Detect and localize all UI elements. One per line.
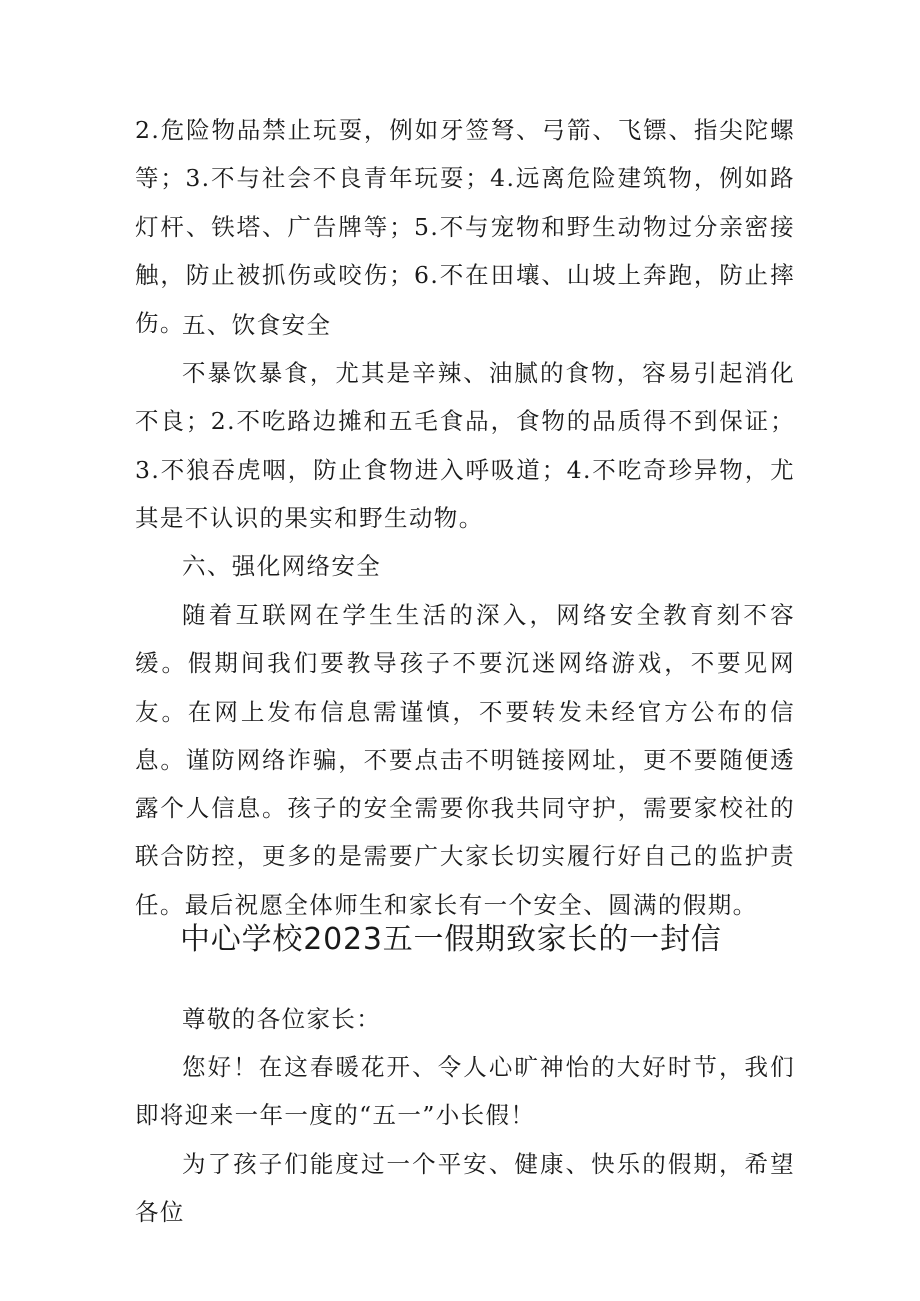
heading-network-safety: 六、强化网络安全 xyxy=(182,552,382,580)
paragraph-hope: 为了孩子们能度过一个平安、健康、快乐的假期，希望各位 xyxy=(135,1150,795,1227)
letter-salutation: 尊敬的各位家长： xyxy=(182,1005,382,1033)
paragraph-network-safety: 随着互联网在学生生活的深入，网络安全教育刻不容缓。假期间我们要教导孩子不要沉迷网络游戏，不要见网友。在网上发布信息需谨慎，不要转发未经官方公布的信息。谨防网络诈骗，不要点击不明链接网址，更不要随便透露个人信息。孩子的安全需要你我共同守护，需要家校社的联合防控，更多的是需要广大家长切实履行好自己的监护责任。最后祝愿全体师生和家长有一个安全、圆满的假期。 xyxy=(135,601,795,919)
paragraph-greeting: 您好！在这春暖花开、令人心旷神怡的大好时节，我们即将迎来一年一度的“五一”小长假！ xyxy=(135,1053,795,1130)
heading-food-safety: 五、饮食安全 xyxy=(182,311,332,339)
letter-title: 中心学校2023五一假期致家长的一封信 xyxy=(180,922,722,957)
paragraph-dangerous-items: 2.危险物品禁止玩耍，例如牙签弩、弓箭、飞镖、指尖陀螺等；3.不与社会不良青年玩耍；4.远离危险建筑物，例如路灯杆、铁塔、广告牌等；5.不与宠物和野生动物过分亲密接触，防止被抓伤或咬伤；6.不在田壤、山坡上奔跑，防止摔伤。 xyxy=(135,116,795,338)
paragraph-food-safety: 不暴饮暴食，尤其是辛辣、油腻的食物，容易引起消化不良；2.不吃路边摊和五毛食品，食物的品质得不到保证；3.不狼吞虎咽，防止食物进入呼吸道；4.不吃奇珍异物，尤其是不认识的果实和野生动物。 xyxy=(135,359,795,532)
